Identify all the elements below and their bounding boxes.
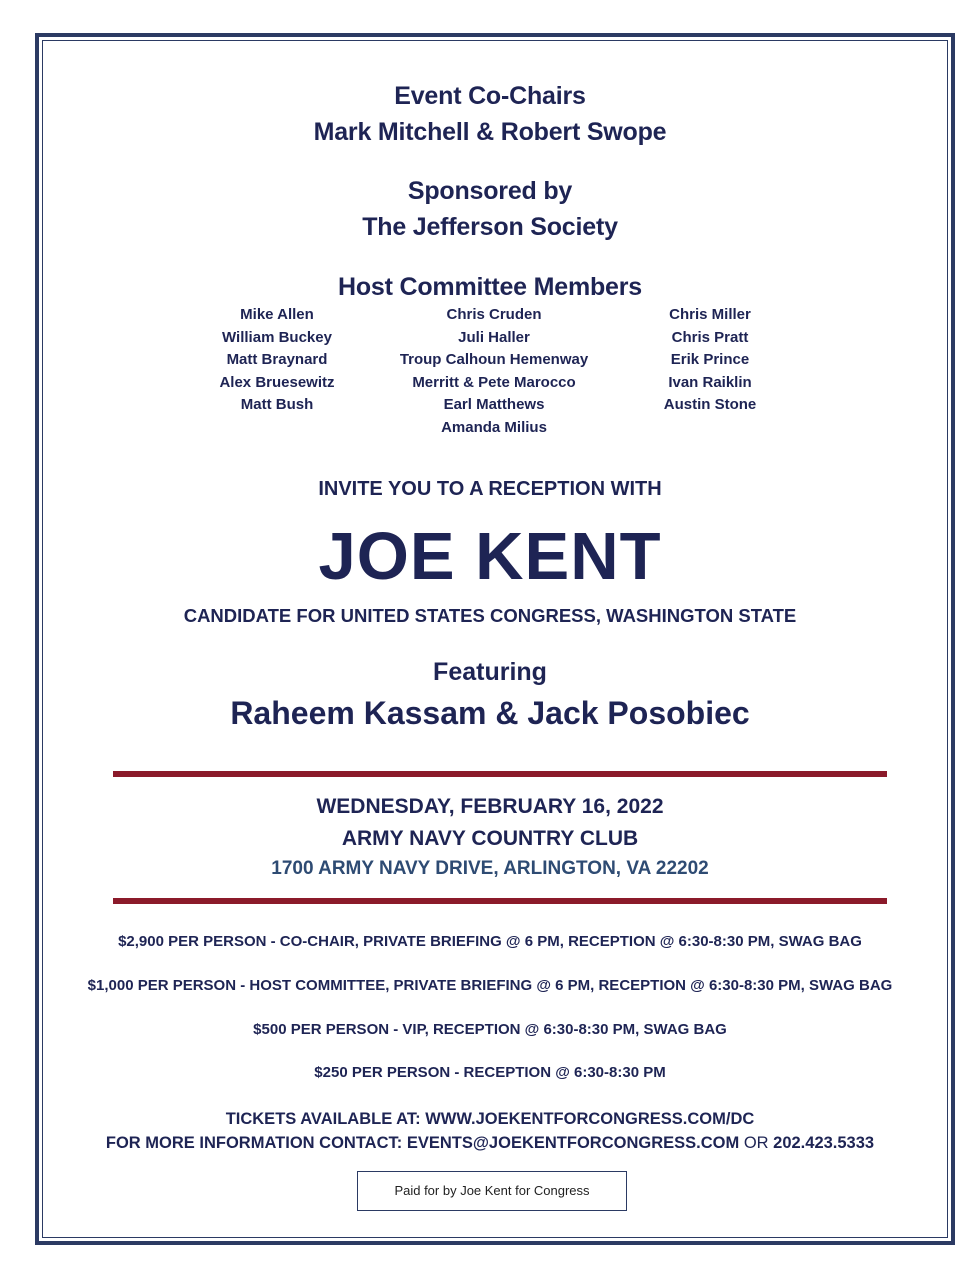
contact-or: OR [743, 1134, 769, 1152]
member-name: Troup Calhoun Hemenway [399, 351, 589, 368]
member-name: Ivan Raiklin [668, 373, 752, 391]
member-name: Merritt & Pete Marocco [412, 373, 576, 391]
member-name: Juli Haller [458, 328, 530, 346]
host-committee-column-1 [207, 304, 347, 417]
sponsor-heading: Sponsored by [407, 177, 573, 205]
contact-phone: 202.423.5333 [773, 1134, 875, 1152]
member-name: Austin Stone [663, 396, 757, 413]
host-committee-column-2 [374, 304, 614, 439]
featuring-names: Raheem Kassam & Jack Posobiec [230, 695, 750, 731]
member-name: Matt Braynard [226, 351, 328, 368]
contact-email-text: FOR MORE INFORMATION CONTACT: EVENTS@JOEKENTFORCONGRESS.COM [105, 1134, 740, 1152]
bottom-divider [113, 898, 887, 904]
member-name: Amanda Milius [441, 418, 547, 436]
candidate-name: JOE KENT [318, 519, 662, 594]
host-committee-column-3 [640, 304, 780, 417]
co-chairs-names: Mark Mitchell & Robert Swope [313, 118, 667, 146]
member-name: Matt Bush [240, 396, 314, 413]
tickets-line: TICKETS AVAILABLE AT: WWW.JOEKENTFORCONGRESS.COM/DC [225, 1110, 755, 1128]
price-tier-vip: $500 PER PERSON - VIP, RECEPTION @ 6:30-8:30 PM, SWAG BAG [253, 1021, 727, 1038]
member-name: Mike Allen [240, 306, 314, 323]
contact-line [0, 1134, 980, 1153]
paid-for-disclaimer: Paid for by Joe Kent for Congress [357, 1171, 627, 1211]
top-divider [113, 771, 887, 777]
co-chairs-heading: Event Co-Chairs [394, 82, 586, 110]
price-tier-reception: $250 PER PERSON - RECEPTION @ 6:30-8:30 PM [314, 1064, 666, 1081]
member-name: William Buckey [222, 328, 332, 346]
event-venue: ARMY NAVY COUNTRY CLUB [341, 827, 639, 850]
member-name: Earl Matthews [443, 396, 545, 413]
price-tier-host-committee: $1,000 PER PERSON - HOST COMMITTEE, PRIVATE BRIEFING @ 6 PM, RECEPTION @ 6:30-8:30 PM, SWAG BAG [87, 977, 893, 994]
member-name: Alex Bruesewitz [219, 373, 335, 391]
member-name: Chris Cruden [446, 306, 542, 323]
sponsor-name: The Jefferson Society [362, 213, 618, 241]
featuring-label: Featuring [433, 658, 547, 686]
candidate-title: CANDIDATE FOR UNITED STATES CONGRESS, WASHINGTON STATE [183, 605, 797, 626]
member-name: Chris Miller [669, 306, 751, 323]
price-tier-co-chair: $2,900 PER PERSON - CO-CHAIR, PRIVATE BRIEFING @ 6 PM, RECEPTION @ 6:30-8:30 PM, SWAG BAG [118, 933, 862, 950]
event-address: 1700 ARMY NAVY DRIVE, ARLINGTON, VA 22202 [271, 858, 709, 879]
member-name: Chris Pratt [671, 328, 749, 346]
member-name: Erik Prince [670, 351, 750, 368]
event-date: WEDNESDAY, FEBRUARY 16, 2022 [316, 795, 664, 818]
invite-line: INVITE YOU TO A RECEPTION WITH [318, 478, 662, 500]
host-committee-heading: Host Committee Members [338, 273, 642, 301]
